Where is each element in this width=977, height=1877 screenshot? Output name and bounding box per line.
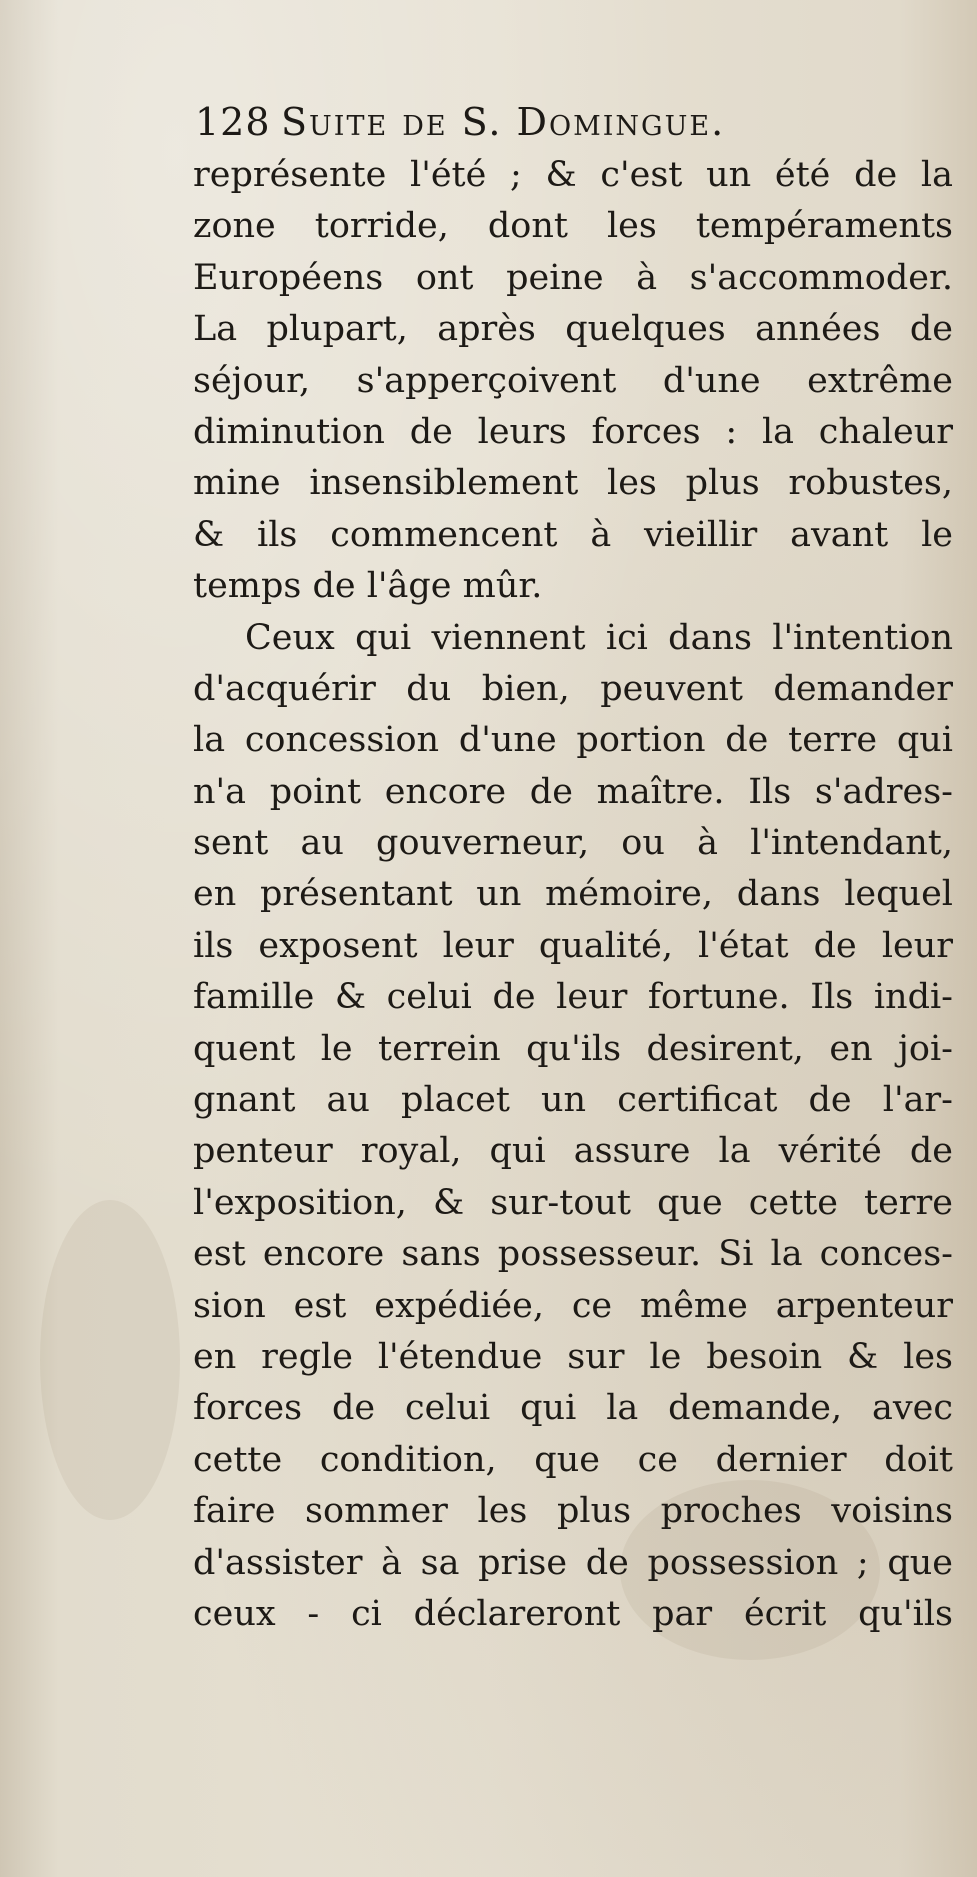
text-line: diminution de leurs forces : la chaleur [193,411,953,452]
text-line: l'exposition, & sur-tout que cette terre [193,1182,953,1223]
text-line: ceux - ci déclareront par écrit qu'ils [193,1593,953,1634]
text-line: cette condition, que ce dernier doit [193,1439,953,1480]
text-line: en présentant un mémoire, dans lequel [193,874,953,915]
running-title: Suite de S. Domingue. [281,100,726,144]
text-line: sent au gouverneur, ou à l'intendant, [193,823,953,864]
body-text [193,150,953,1640]
text-line: séjour, s'apperçoivent d'une extrême [193,360,953,401]
page-header [195,96,955,148]
text-line: forces de celui qui la demande, avec [193,1388,953,1429]
text-line: mine insensiblement les plus robustes, [193,463,953,504]
paper-stain [40,1200,180,1520]
text-line: gnant au placet un certificat de l'ar- [193,1080,953,1121]
text-line: n'a point encore de maître. Ils s'adres- [193,771,953,812]
text-line: d'acquérir du bien, peuvent demander [193,668,953,709]
text-line: Européens ont peine à s'accommoder. [193,257,953,298]
text-line: est encore sans possesseur. Si la conces- [193,1234,953,1275]
text-line: faire sommer les plus proches voisins [193,1491,953,1532]
text-line: sion est expédiée, ce même arpenteur [193,1285,953,1326]
page-number: 128 [195,100,271,144]
text-line: représente l'été ; & c'est un été de la [193,155,953,195]
text-line: La plupart, après quelques années de [193,309,953,350]
text-line: ils exposent leur qualité, l'état de leur [193,925,953,966]
text-line: & ils commencent à vieillir avant le [193,514,953,555]
text-line: penteur royal, qui assure la vérité de [193,1131,953,1172]
text-line: quent le terrein qu'ils desirent, en joi- [193,1028,953,1069]
text-line: zone torride, dont les tempéraments [193,206,953,247]
text-line: la concession d'une portion de terre qui [193,720,953,761]
text-line: d'assister à sa prise de possession ; que [193,1542,953,1583]
text-line: famille & celui de leur fortune. Ils indi- [193,977,953,1018]
text-line: en regle l'étendue sur le besoin & les [193,1336,953,1377]
text-line: temps de l'âge mûr. [193,566,543,607]
paragraph-start-line: Ceux qui viennent ici dans l'intention [245,617,953,658]
